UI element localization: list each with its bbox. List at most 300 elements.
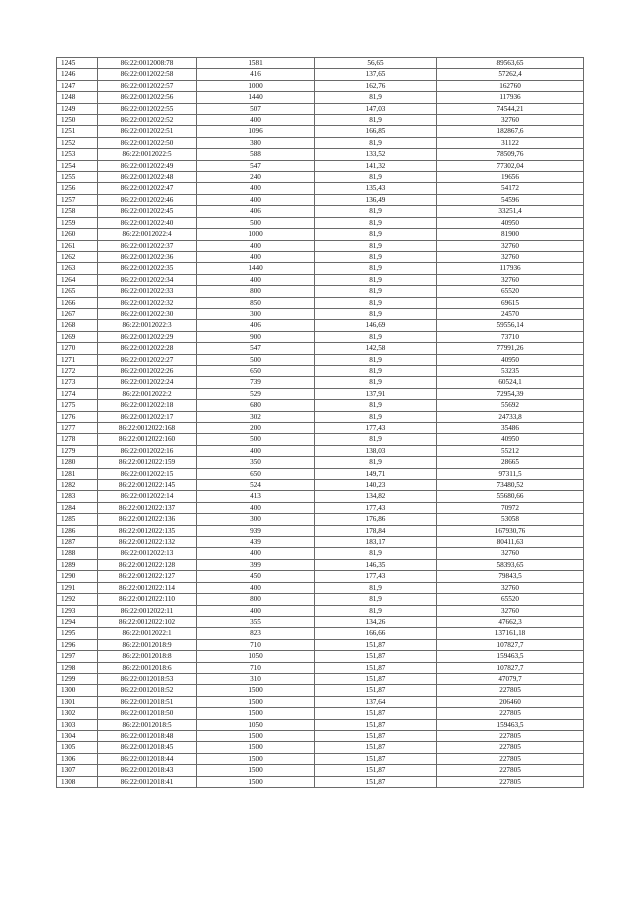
table-row — [57, 137, 584, 148]
area-cell: 400 — [197, 605, 315, 616]
table-row — [57, 320, 584, 331]
table-row — [57, 126, 584, 137]
cadastral-number-cell: 86:22:0012018:9 — [98, 639, 197, 650]
row-number-cell: 1248 — [57, 92, 98, 103]
value-cell: 47079,7 — [437, 673, 584, 684]
table-row — [57, 616, 584, 627]
table-row — [57, 753, 584, 764]
row-number-cell: 1286 — [57, 525, 98, 536]
rate-cell: 81,9 — [315, 115, 437, 126]
area-cell: 406 — [197, 320, 315, 331]
row-number-cell: 1277 — [57, 423, 98, 434]
table-row — [57, 457, 584, 468]
table-row — [57, 251, 584, 262]
value-cell: 32760 — [437, 115, 584, 126]
cadastral-number-cell: 86:22:0012022:55 — [98, 103, 197, 114]
row-number-cell: 1245 — [57, 58, 98, 69]
area-cell: 450 — [197, 571, 315, 582]
value-cell: 227805 — [437, 730, 584, 741]
area-cell: 1050 — [197, 651, 315, 662]
row-number-cell: 1288 — [57, 548, 98, 559]
cadastral-number-cell: 86:22:0012022:17 — [98, 411, 197, 422]
rate-cell: 81,9 — [315, 92, 437, 103]
area-cell: 1440 — [197, 263, 315, 274]
table-row — [57, 434, 584, 445]
cadastral-number-cell: 86:22:0012022:110 — [98, 594, 197, 605]
row-number-cell: 1269 — [57, 331, 98, 342]
value-cell: 73710 — [437, 331, 584, 342]
rate-cell: 81,9 — [315, 434, 437, 445]
value-cell: 80411,63 — [437, 537, 584, 548]
table-row — [57, 69, 584, 80]
rate-cell: 176,86 — [315, 514, 437, 525]
row-number-cell: 1279 — [57, 445, 98, 456]
rate-cell: 81,9 — [315, 240, 437, 251]
cadastral-number-cell: 86:22:0012022:128 — [98, 559, 197, 570]
table-row — [57, 514, 584, 525]
table-row — [57, 776, 584, 787]
rate-cell: 142,58 — [315, 343, 437, 354]
row-number-cell: 1294 — [57, 616, 98, 627]
value-cell: 31122 — [437, 137, 584, 148]
table-row — [57, 696, 584, 707]
rate-cell: 81,9 — [315, 331, 437, 342]
rate-cell: 133,52 — [315, 149, 437, 160]
table-row — [57, 354, 584, 365]
area-cell: 200 — [197, 423, 315, 434]
value-cell: 58393,65 — [437, 559, 584, 570]
cadastral-number-cell: 86:22:0012022:32 — [98, 297, 197, 308]
cadastral-number-cell: 86:22:0012022:47 — [98, 183, 197, 194]
row-number-cell: 1251 — [57, 126, 98, 137]
cadastral-number-cell: 86:22:0012022:56 — [98, 92, 197, 103]
cadastral-number-cell: 86:22:0012022:35 — [98, 263, 197, 274]
table-row — [57, 343, 584, 354]
cadastral-number-cell: 86:22:0012022:160 — [98, 434, 197, 445]
rate-cell: 81,9 — [315, 137, 437, 148]
row-number-cell: 1290 — [57, 571, 98, 582]
rate-cell: 177,43 — [315, 423, 437, 434]
cadastral-number-cell: 86:22:0012022:52 — [98, 115, 197, 126]
area-cell: 823 — [197, 628, 315, 639]
row-number-cell: 1267 — [57, 308, 98, 319]
rate-cell: 177,43 — [315, 502, 437, 513]
area-cell: 1500 — [197, 685, 315, 696]
area-cell: 1096 — [197, 126, 315, 137]
area-cell: 507 — [197, 103, 315, 114]
cadastral-number-cell: 86:22:0012022:102 — [98, 616, 197, 627]
cadastral-number-cell: 86:22:0012022:27 — [98, 354, 197, 365]
cadastral-number-cell: 86:22:0012018:43 — [98, 765, 197, 776]
rate-cell: 81,9 — [315, 274, 437, 285]
cadastral-number-cell: 86:22:0012018:52 — [98, 685, 197, 696]
row-number-cell: 1305 — [57, 742, 98, 753]
value-cell: 69615 — [437, 297, 584, 308]
row-number-cell: 1259 — [57, 217, 98, 228]
value-cell: 53235 — [437, 365, 584, 376]
cadastral-number-cell: 86:22:0012022:168 — [98, 423, 197, 434]
cadastral-number-cell: 86:22:0012022:45 — [98, 206, 197, 217]
cadastral-number-cell: 86:22:0012022:49 — [98, 160, 197, 171]
value-cell: 159463,5 — [437, 651, 584, 662]
cadastral-number-cell: 86:22:0012022:34 — [98, 274, 197, 285]
rate-cell: 149,71 — [315, 468, 437, 479]
value-cell: 47662,3 — [437, 616, 584, 627]
area-cell: 900 — [197, 331, 315, 342]
area-cell: 1500 — [197, 696, 315, 707]
table-row — [57, 480, 584, 491]
value-cell: 32760 — [437, 582, 584, 593]
rate-cell: 81,9 — [315, 286, 437, 297]
value-cell: 159463,5 — [437, 719, 584, 730]
row-number-cell: 1289 — [57, 559, 98, 570]
area-cell: 1440 — [197, 92, 315, 103]
row-number-cell: 1285 — [57, 514, 98, 525]
table-row — [57, 502, 584, 513]
rate-cell: 151,87 — [315, 765, 437, 776]
area-cell: 300 — [197, 308, 315, 319]
table-row — [57, 331, 584, 342]
rate-cell: 177,43 — [315, 571, 437, 582]
cadastral-number-cell: 86:22:0012018:51 — [98, 696, 197, 707]
value-cell: 227805 — [437, 776, 584, 787]
row-number-cell: 1304 — [57, 730, 98, 741]
table-row — [57, 80, 584, 91]
table-row — [57, 548, 584, 559]
row-number-cell: 1257 — [57, 194, 98, 205]
value-cell: 19656 — [437, 172, 584, 183]
area-cell: 400 — [197, 251, 315, 262]
row-number-cell: 1256 — [57, 183, 98, 194]
row-number-cell: 1271 — [57, 354, 98, 365]
cadastral-number-cell: 86:22:0012018:53 — [98, 673, 197, 684]
rate-cell: 151,87 — [315, 685, 437, 696]
table-row — [57, 685, 584, 696]
row-number-cell: 1273 — [57, 377, 98, 388]
rate-cell: 151,87 — [315, 776, 437, 787]
value-cell: 40950 — [437, 217, 584, 228]
data-table — [56, 57, 584, 788]
row-number-cell: 1270 — [57, 343, 98, 354]
rate-cell: 183,17 — [315, 537, 437, 548]
rate-cell: 81,9 — [315, 217, 437, 228]
value-cell: 57262,4 — [437, 69, 584, 80]
row-number-cell: 1282 — [57, 480, 98, 491]
cadastral-number-cell: 86:22:0012022:15 — [98, 468, 197, 479]
row-number-cell: 1261 — [57, 240, 98, 251]
rate-cell: 81,9 — [315, 263, 437, 274]
area-cell: 800 — [197, 286, 315, 297]
value-cell: 55212 — [437, 445, 584, 456]
table-row — [57, 445, 584, 456]
rate-cell: 151,87 — [315, 651, 437, 662]
rate-cell: 166,85 — [315, 126, 437, 137]
rate-cell: 81,9 — [315, 308, 437, 319]
cadastral-number-cell: 86:22:0012022:57 — [98, 80, 197, 91]
area-cell: 310 — [197, 673, 315, 684]
table-row — [57, 172, 584, 183]
rate-cell: 166,66 — [315, 628, 437, 639]
value-cell: 97311,5 — [437, 468, 584, 479]
value-cell: 107827,7 — [437, 639, 584, 650]
value-cell: 32760 — [437, 240, 584, 251]
value-cell: 54596 — [437, 194, 584, 205]
cadastral-number-cell: 86:22:0012022:145 — [98, 480, 197, 491]
table-row — [57, 411, 584, 422]
value-cell: 55692 — [437, 400, 584, 411]
row-number-cell: 1300 — [57, 685, 98, 696]
rate-cell: 140,23 — [315, 480, 437, 491]
value-cell: 54172 — [437, 183, 584, 194]
area-cell: 355 — [197, 616, 315, 627]
row-number-cell: 1292 — [57, 594, 98, 605]
rate-cell: 137,91 — [315, 388, 437, 399]
row-number-cell: 1275 — [57, 400, 98, 411]
rate-cell: 178,84 — [315, 525, 437, 536]
value-cell: 107827,7 — [437, 662, 584, 673]
row-number-cell: 1287 — [57, 537, 98, 548]
row-number-cell: 1258 — [57, 206, 98, 217]
rate-cell: 151,87 — [315, 639, 437, 650]
row-number-cell: 1303 — [57, 719, 98, 730]
row-number-cell: 1265 — [57, 286, 98, 297]
row-number-cell: 1296 — [57, 639, 98, 650]
area-cell: 588 — [197, 149, 315, 160]
value-cell: 167930,76 — [437, 525, 584, 536]
table-body — [57, 58, 584, 788]
value-cell: 79843,5 — [437, 571, 584, 582]
rate-cell: 81,9 — [315, 457, 437, 468]
table-row — [57, 708, 584, 719]
value-cell: 35486 — [437, 423, 584, 434]
table-row — [57, 719, 584, 730]
area-cell: 380 — [197, 137, 315, 148]
area-cell: 400 — [197, 115, 315, 126]
cadastral-number-cell: 86:22:0012022:14 — [98, 491, 197, 502]
table-row — [57, 229, 584, 240]
value-cell: 77302,04 — [437, 160, 584, 171]
area-cell: 650 — [197, 365, 315, 376]
value-cell: 89563,65 — [437, 58, 584, 69]
cadastral-number-cell: 86:22:0012022:5 — [98, 149, 197, 160]
value-cell: 32760 — [437, 274, 584, 285]
rate-cell: 81,9 — [315, 605, 437, 616]
row-number-cell: 1247 — [57, 80, 98, 91]
value-cell: 117936 — [437, 263, 584, 274]
cadastral-number-cell: 86:22:0012022:48 — [98, 172, 197, 183]
rate-cell: 56,65 — [315, 58, 437, 69]
cadastral-number-cell: 86:22:0012022:24 — [98, 377, 197, 388]
rate-cell: 146,69 — [315, 320, 437, 331]
rate-cell: 81,9 — [315, 377, 437, 388]
area-cell: 547 — [197, 160, 315, 171]
cadastral-number-cell: 86:22:0012022:4 — [98, 229, 197, 240]
table-row — [57, 673, 584, 684]
table-row — [57, 240, 584, 251]
rate-cell: 81,9 — [315, 400, 437, 411]
value-cell: 33251,4 — [437, 206, 584, 217]
value-cell: 206460 — [437, 696, 584, 707]
rate-cell: 151,87 — [315, 742, 437, 753]
area-cell: 739 — [197, 377, 315, 388]
cadastral-number-cell: 86:22:0012022:16 — [98, 445, 197, 456]
rate-cell: 146,35 — [315, 559, 437, 570]
cadastral-number-cell: 86:22:0012022:135 — [98, 525, 197, 536]
row-number-cell: 1291 — [57, 582, 98, 593]
rate-cell: 137,64 — [315, 696, 437, 707]
row-number-cell: 1302 — [57, 708, 98, 719]
area-cell: 406 — [197, 206, 315, 217]
rate-cell: 151,87 — [315, 719, 437, 730]
cadastral-number-cell: 86:22:0012022:26 — [98, 365, 197, 376]
cadastral-number-cell: 86:22:0012022:132 — [98, 537, 197, 548]
area-cell: 710 — [197, 662, 315, 673]
row-number-cell: 1268 — [57, 320, 98, 331]
table-row — [57, 594, 584, 605]
area-cell: 1581 — [197, 58, 315, 69]
rate-cell: 151,87 — [315, 730, 437, 741]
row-number-cell: 1255 — [57, 172, 98, 183]
value-cell: 227805 — [437, 742, 584, 753]
rate-cell: 81,9 — [315, 365, 437, 376]
row-number-cell: 1272 — [57, 365, 98, 376]
value-cell: 227805 — [437, 753, 584, 764]
value-cell: 32760 — [437, 605, 584, 616]
row-number-cell: 1249 — [57, 103, 98, 114]
table-row — [57, 92, 584, 103]
rate-cell: 162,76 — [315, 80, 437, 91]
rate-cell: 81,9 — [315, 172, 437, 183]
cadastral-number-cell: 86:22:0012022:159 — [98, 457, 197, 468]
value-cell: 24733,8 — [437, 411, 584, 422]
table-row — [57, 525, 584, 536]
row-number-cell: 1252 — [57, 137, 98, 148]
value-cell: 227805 — [437, 685, 584, 696]
table-row — [57, 183, 584, 194]
cadastral-number-cell: 86:22:0012022:33 — [98, 286, 197, 297]
table-row — [57, 468, 584, 479]
cadastral-number-cell: 86:22:0012022:30 — [98, 308, 197, 319]
area-cell: 413 — [197, 491, 315, 502]
cadastral-number-cell: 86:22:0012018:41 — [98, 776, 197, 787]
table-row — [57, 662, 584, 673]
rate-cell: 81,9 — [315, 251, 437, 262]
cadastral-number-cell: 86:22:0012018:50 — [98, 708, 197, 719]
area-cell: 529 — [197, 388, 315, 399]
cadastral-number-cell: 86:22:0012018:48 — [98, 730, 197, 741]
table-row — [57, 742, 584, 753]
cadastral-number-cell: 86:22:0012022:3 — [98, 320, 197, 331]
area-cell: 400 — [197, 548, 315, 559]
value-cell: 53058 — [437, 514, 584, 525]
cadastral-number-cell: 86:22:0012018:5 — [98, 719, 197, 730]
value-cell: 65520 — [437, 594, 584, 605]
table-row — [57, 103, 584, 114]
value-cell: 73480,52 — [437, 480, 584, 491]
table-row — [57, 571, 584, 582]
cadastral-number-cell: 86:22:0012022:37 — [98, 240, 197, 251]
value-cell: 70972 — [437, 502, 584, 513]
cadastral-number-cell: 86:22:0012022:51 — [98, 126, 197, 137]
row-number-cell: 1280 — [57, 457, 98, 468]
cadastral-number-cell: 86:22:0012022:46 — [98, 194, 197, 205]
table-row — [57, 537, 584, 548]
rate-cell: 151,87 — [315, 708, 437, 719]
table-row — [57, 160, 584, 171]
area-cell: 1500 — [197, 765, 315, 776]
rate-cell: 134,26 — [315, 616, 437, 627]
rate-cell: 81,9 — [315, 548, 437, 559]
value-cell: 55680,66 — [437, 491, 584, 502]
table-row — [57, 582, 584, 593]
table-row — [57, 286, 584, 297]
table-row — [57, 149, 584, 160]
area-cell: 300 — [197, 514, 315, 525]
rate-cell: 81,9 — [315, 206, 437, 217]
cadastral-number-cell: 86:22:0012022:40 — [98, 217, 197, 228]
value-cell: 24570 — [437, 308, 584, 319]
rate-cell: 151,87 — [315, 753, 437, 764]
area-cell: 939 — [197, 525, 315, 536]
cadastral-number-cell: 86:22:0012018:6 — [98, 662, 197, 673]
value-cell: 72954,39 — [437, 388, 584, 399]
value-cell: 137161,18 — [437, 628, 584, 639]
area-cell: 1050 — [197, 719, 315, 730]
area-cell: 710 — [197, 639, 315, 650]
table-row — [57, 58, 584, 69]
row-number-cell: 1281 — [57, 468, 98, 479]
value-cell: 40950 — [437, 354, 584, 365]
value-cell: 40950 — [437, 434, 584, 445]
rate-cell: 134,82 — [315, 491, 437, 502]
row-number-cell: 1293 — [57, 605, 98, 616]
row-number-cell: 1262 — [57, 251, 98, 262]
area-cell: 547 — [197, 343, 315, 354]
value-cell: 65520 — [437, 286, 584, 297]
area-cell: 650 — [197, 468, 315, 479]
area-cell: 240 — [197, 172, 315, 183]
value-cell: 81900 — [437, 229, 584, 240]
row-number-cell: 1301 — [57, 696, 98, 707]
area-cell: 680 — [197, 400, 315, 411]
row-number-cell: 1278 — [57, 434, 98, 445]
table-row — [57, 605, 584, 616]
area-cell: 1500 — [197, 708, 315, 719]
value-cell: 227805 — [437, 708, 584, 719]
row-number-cell: 1308 — [57, 776, 98, 787]
cadastral-number-cell: 86:22:0012022:36 — [98, 251, 197, 262]
area-cell: 800 — [197, 594, 315, 605]
value-cell: 78509,76 — [437, 149, 584, 160]
rate-cell: 147,03 — [315, 103, 437, 114]
cadastral-number-cell: 86:22:0012022:58 — [98, 69, 197, 80]
table-row — [57, 206, 584, 217]
area-cell: 400 — [197, 502, 315, 513]
value-cell: 74544,21 — [437, 103, 584, 114]
area-cell: 302 — [197, 411, 315, 422]
value-cell: 77991,26 — [437, 343, 584, 354]
row-number-cell: 1260 — [57, 229, 98, 240]
cadastral-number-cell: 86:22:0012022:137 — [98, 502, 197, 513]
area-cell: 400 — [197, 274, 315, 285]
table-row — [57, 217, 584, 228]
row-number-cell: 1250 — [57, 115, 98, 126]
area-cell: 350 — [197, 457, 315, 468]
cadastral-number-cell: 86:22:0012022:29 — [98, 331, 197, 342]
row-number-cell: 1298 — [57, 662, 98, 673]
table-row — [57, 423, 584, 434]
rate-cell: 137,65 — [315, 69, 437, 80]
